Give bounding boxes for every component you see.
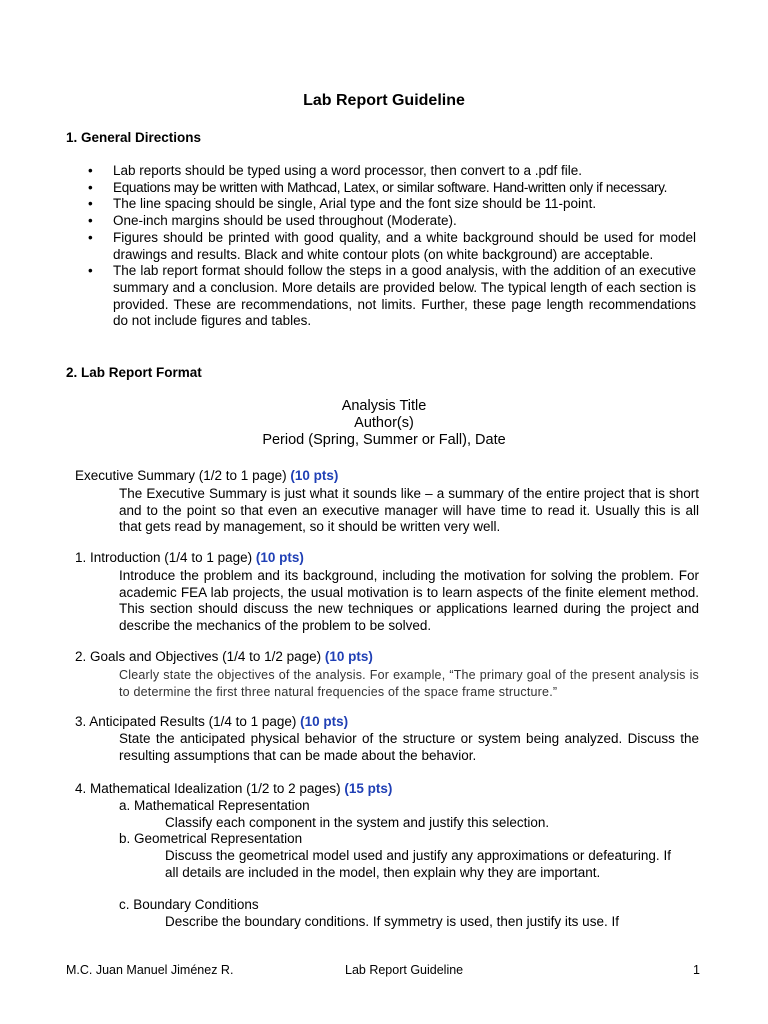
points-label: (10 pts) — [324, 649, 373, 664]
list-item: • Figures should be printed with good quality, and a white background should be used for model drawings and results. Black and white contour plots (on white background) are acceptable. — [88, 230, 696, 263]
section-body-executive-summary: The Executive Summary is just what it sounds like – a summary of the entire project that is short and to the point so that even an executive manager will have time to read it. Usually this is all that gets read by management, so it should be written very well. — [119, 486, 699, 534]
subsection-body-geometrical-representation: Discuss the geometrical model used and justify any approximations or defeaturing. If all details are included in the model, then explain why they are important. — [165, 848, 671, 880]
analysis-title-line: Analysis Title — [341, 398, 427, 414]
section-title-mathematical-idealization — [75, 781, 392, 796]
general-directions-list — [88, 163, 696, 330]
section-title-goals-objectives — [75, 649, 373, 664]
points-label: (10 pts) — [290, 468, 339, 483]
document-title: Lab Report Guideline — [303, 92, 465, 109]
list-item: • One-inch margins should be used throughout (Moderate). — [88, 213, 696, 230]
subsection-body-mathematical-representation: Classify each component in the system and justify this selection. — [165, 815, 550, 830]
section-title-anticipated-results — [75, 714, 348, 729]
section-title-text: 3. Anticipated Results (1/4 to 1 page) — [75, 714, 301, 729]
section-heading-general-directions: 1. General Directions — [66, 130, 202, 145]
points-label: (15 pts) — [344, 781, 393, 796]
subsection-title-boundary-conditions: c. Boundary Conditions — [119, 897, 259, 912]
section-title-text: 4. Mathematical Idealization (1/2 to 2 pages) — [75, 781, 345, 796]
points-label: (10 pts) — [300, 714, 349, 729]
list-item: • The line spacing should be single, Arial type and the font size should be 11-point. — [88, 196, 696, 213]
list-item: • Lab reports should be typed using a word processor, then convert to a .pdf file. — [88, 163, 696, 180]
subsection-body-boundary-conditions: Describe the boundary conditions. If symmetry is used, then justify its use. If — [165, 914, 619, 929]
subsection-title-geometrical-representation: b. Geometrical Representation — [119, 831, 303, 846]
footer-document-name: Lab Report Guideline — [345, 963, 464, 977]
footer-author: M.C. Juan Manuel Jiménez R. — [66, 963, 234, 977]
analysis-title-block — [0, 398, 768, 449]
list-item: • Equations may be written with Mathcad, Latex, or similar software. Hand-written only if necessary. — [88, 180, 696, 197]
section-title-text: 1. Introduction (1/4 to 1 page) — [75, 550, 256, 565]
points-label: (10 pts) — [255, 550, 304, 565]
section-title-executive-summary — [75, 468, 338, 483]
section-title-introduction — [75, 550, 304, 565]
authors-line: Author(s) — [354, 415, 414, 431]
section-heading-lab-report-format: 2. Lab Report Format — [66, 365, 202, 380]
list-item: • The lab report format should follow the steps in a good analysis, with the addition of an executive summary and a conclusion. More details are provided below. The typical length of each section is provided. These are recommendations, not limits. Further, these page length recommendations do not include figures and tables. — [88, 263, 696, 330]
section-body-introduction: Introduce the problem and its background, including the motivation for solving the problem. For academic FEA lab projects, the usual motivation is to learn aspects of the finite element method. This section should discuss the new techniques or applications learned during the project and describe the mechanics of the problem to be solved. — [119, 568, 699, 633]
period-date-line: Period (Spring, Summer or Fall), Date — [262, 432, 506, 448]
section-title-text: 2. Goals and Objectives (1/4 to 1/2 page) — [75, 649, 325, 664]
subsection-title-mathematical-representation: a. Mathematical Representation — [119, 798, 310, 813]
section-title-text: Executive Summary (1/2 to 1 page) — [75, 468, 291, 483]
section-body-anticipated-results: State the anticipated physical behavior of the structure or system being analyzed. Discuss the resulting assumptions that can be made about the behavior. — [119, 731, 699, 763]
footer-page-number: 1 — [693, 963, 700, 977]
section-body-goals-objectives: Clearly state the objectives of the analysis. For example, “The primary goal of the present analysis is to determine the first three natural frequencies of the space frame structure.” — [119, 668, 699, 699]
